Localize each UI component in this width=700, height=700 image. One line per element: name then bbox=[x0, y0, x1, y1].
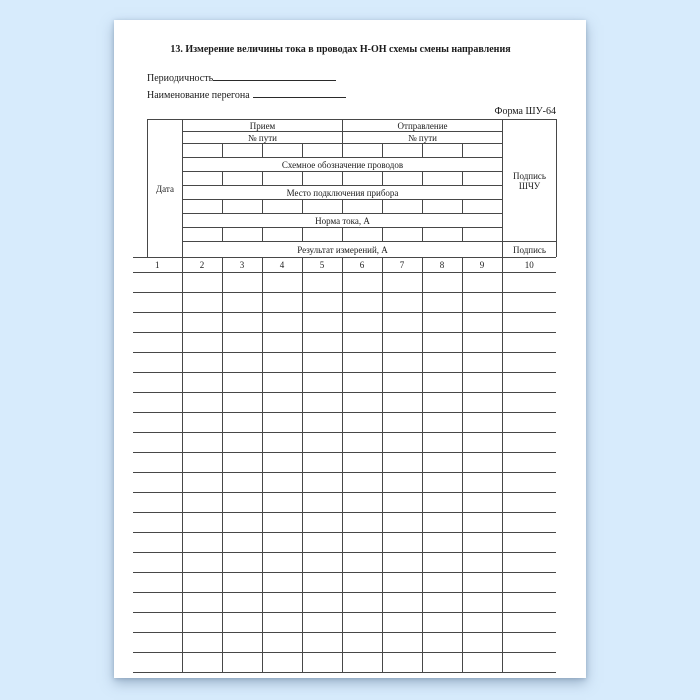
header-empty-cell bbox=[423, 228, 463, 242]
data-cell bbox=[462, 553, 502, 573]
device-entry-row bbox=[148, 200, 557, 214]
data-cell bbox=[502, 613, 556, 633]
data-cell bbox=[222, 273, 262, 293]
data-cell bbox=[502, 573, 556, 593]
column-number-cell: 9 bbox=[462, 258, 502, 273]
data-cell bbox=[382, 333, 422, 353]
data-cell bbox=[382, 293, 422, 313]
stage-name-field bbox=[147, 87, 556, 104]
data-cell bbox=[342, 273, 382, 293]
header-empty-cell bbox=[343, 228, 383, 242]
reception-header-cell: Прием bbox=[183, 120, 343, 132]
data-cell bbox=[302, 393, 342, 413]
data-cell bbox=[133, 553, 182, 573]
data-cell bbox=[422, 293, 462, 313]
form-table-body bbox=[133, 257, 556, 673]
data-cell bbox=[462, 513, 502, 533]
data-cell bbox=[222, 433, 262, 453]
header-empty-cell bbox=[343, 200, 383, 214]
data-cell bbox=[342, 373, 382, 393]
data-cell bbox=[133, 633, 182, 653]
data-row bbox=[133, 433, 556, 453]
data-row bbox=[133, 493, 556, 513]
data-cell bbox=[182, 353, 222, 373]
data-row bbox=[133, 553, 556, 573]
track-number-departure-cell: № пути bbox=[343, 132, 503, 144]
data-cell bbox=[222, 553, 262, 573]
data-cell bbox=[182, 433, 222, 453]
header-empty-cell bbox=[303, 200, 343, 214]
data-cell bbox=[502, 653, 556, 673]
data-cell bbox=[222, 473, 262, 493]
data-cell bbox=[382, 493, 422, 513]
data-cell bbox=[422, 533, 462, 553]
data-cell bbox=[342, 653, 382, 673]
data-cell bbox=[502, 453, 556, 473]
data-cell bbox=[462, 273, 502, 293]
data-cell bbox=[422, 353, 462, 373]
data-cell bbox=[182, 313, 222, 333]
data-row bbox=[133, 593, 556, 613]
data-cell bbox=[182, 293, 222, 313]
page-title: 13. Измерение величины тока в проводах Н-ОН схемы смены направления bbox=[170, 44, 511, 55]
data-cell bbox=[422, 573, 462, 593]
column-number-cell: 10 bbox=[502, 258, 556, 273]
data-cell bbox=[382, 433, 422, 453]
header-empty-cell bbox=[423, 172, 463, 186]
header-empty-cell bbox=[223, 172, 263, 186]
data-cell bbox=[502, 493, 556, 513]
data-cell bbox=[422, 453, 462, 473]
data-cell bbox=[262, 513, 302, 533]
header-empty-cell bbox=[303, 172, 343, 186]
data-cell bbox=[133, 413, 182, 433]
data-cell bbox=[502, 293, 556, 313]
column-number-cell: 1 bbox=[133, 258, 182, 273]
data-cell bbox=[382, 273, 422, 293]
data-cell bbox=[182, 573, 222, 593]
data-cell bbox=[502, 393, 556, 413]
data-cell bbox=[342, 553, 382, 573]
data-cell bbox=[302, 293, 342, 313]
data-cell bbox=[222, 293, 262, 313]
stage-name-label: Наименование перегона bbox=[147, 90, 250, 101]
data-cell bbox=[462, 333, 502, 353]
data-cell bbox=[302, 453, 342, 473]
signature-cell: Подпись bbox=[503, 242, 557, 258]
data-cell bbox=[382, 593, 422, 613]
data-cell bbox=[222, 613, 262, 633]
header-empty-cell bbox=[463, 200, 503, 214]
data-cell bbox=[502, 433, 556, 453]
data-cell bbox=[342, 473, 382, 493]
data-cell bbox=[462, 413, 502, 433]
data-row bbox=[133, 473, 556, 493]
data-cell bbox=[342, 433, 382, 453]
data-cell bbox=[222, 573, 262, 593]
header-empty-cell bbox=[463, 228, 503, 242]
current-norm-cell: Норма тока, А bbox=[183, 214, 503, 228]
data-cell bbox=[302, 333, 342, 353]
data-cell bbox=[462, 353, 502, 373]
data-cell bbox=[222, 493, 262, 513]
data-cell bbox=[382, 413, 422, 433]
track-number-entry-row bbox=[148, 144, 557, 158]
data-cell bbox=[222, 353, 262, 373]
data-cell bbox=[422, 473, 462, 493]
data-cell bbox=[302, 573, 342, 593]
data-cell bbox=[133, 313, 182, 333]
data-cell bbox=[222, 393, 262, 413]
data-cell bbox=[382, 353, 422, 373]
header-empty-cell bbox=[303, 144, 343, 158]
data-cell bbox=[342, 353, 382, 373]
measurement-result-cell: Результат измерений, А bbox=[183, 242, 503, 258]
data-row bbox=[133, 453, 556, 473]
data-cell bbox=[502, 373, 556, 393]
data-cell bbox=[342, 333, 382, 353]
data-cell bbox=[182, 273, 222, 293]
header-empty-cell bbox=[263, 172, 303, 186]
data-cell bbox=[262, 633, 302, 653]
data-cell bbox=[222, 513, 262, 533]
data-cell bbox=[462, 473, 502, 493]
data-cell bbox=[462, 313, 502, 333]
data-cell bbox=[182, 473, 222, 493]
data-cell bbox=[182, 333, 222, 353]
data-cell bbox=[382, 473, 422, 493]
data-row bbox=[133, 413, 556, 433]
form-page bbox=[114, 20, 586, 678]
header-fields bbox=[147, 70, 556, 104]
data-cell bbox=[222, 413, 262, 433]
data-cell bbox=[342, 293, 382, 313]
data-cell bbox=[262, 413, 302, 433]
data-cell bbox=[133, 573, 182, 593]
data-cell bbox=[222, 313, 262, 333]
data-cell bbox=[342, 513, 382, 533]
data-cell bbox=[262, 613, 302, 633]
data-cell bbox=[133, 273, 182, 293]
data-cell bbox=[222, 593, 262, 613]
data-cell bbox=[262, 433, 302, 453]
data-cell bbox=[182, 613, 222, 633]
data-cell bbox=[382, 653, 422, 673]
data-cell bbox=[382, 393, 422, 413]
data-cell bbox=[382, 553, 422, 573]
data-cell bbox=[342, 493, 382, 513]
data-cell bbox=[502, 553, 556, 573]
data-cell bbox=[302, 373, 342, 393]
data-cell bbox=[382, 613, 422, 633]
data-cell bbox=[222, 653, 262, 673]
header-empty-cell bbox=[463, 172, 503, 186]
data-row bbox=[133, 393, 556, 413]
data-row bbox=[133, 573, 556, 593]
data-cell bbox=[222, 333, 262, 353]
data-cell bbox=[262, 553, 302, 573]
data-cell bbox=[133, 513, 182, 533]
header-empty-cell bbox=[223, 144, 263, 158]
data-cell bbox=[462, 393, 502, 413]
data-cell bbox=[462, 453, 502, 473]
data-cell bbox=[462, 613, 502, 633]
header-empty-cell bbox=[183, 200, 223, 214]
column-number-cell: 2 bbox=[182, 258, 222, 273]
data-cell bbox=[382, 373, 422, 393]
data-cell bbox=[182, 393, 222, 413]
data-cell bbox=[262, 293, 302, 313]
header-empty-cell bbox=[223, 228, 263, 242]
data-cell bbox=[262, 273, 302, 293]
header-empty-cell bbox=[343, 144, 383, 158]
data-cell bbox=[262, 493, 302, 513]
data-cell bbox=[133, 393, 182, 413]
data-cell bbox=[342, 593, 382, 613]
data-cell bbox=[462, 373, 502, 393]
data-cell bbox=[133, 533, 182, 553]
data-cell bbox=[502, 473, 556, 493]
data-row bbox=[133, 613, 556, 633]
data-cell bbox=[342, 393, 382, 413]
header-empty-cell bbox=[423, 200, 463, 214]
data-cell bbox=[342, 313, 382, 333]
header-empty-cell bbox=[383, 144, 423, 158]
data-cell bbox=[133, 593, 182, 613]
wires-designation-cell: Схемное обозначение проводов bbox=[183, 158, 503, 172]
data-cell bbox=[422, 633, 462, 653]
data-cell bbox=[422, 393, 462, 413]
data-cell bbox=[382, 313, 422, 333]
data-cell bbox=[262, 533, 302, 553]
column-number-cell: 7 bbox=[382, 258, 422, 273]
data-cell bbox=[382, 513, 422, 533]
data-row bbox=[133, 373, 556, 393]
column-number-cell: 4 bbox=[262, 258, 302, 273]
data-cell bbox=[302, 613, 342, 633]
data-cell bbox=[422, 653, 462, 673]
header-empty-cell bbox=[263, 144, 303, 158]
data-cell bbox=[262, 593, 302, 613]
data-cell bbox=[502, 593, 556, 613]
data-cell bbox=[133, 333, 182, 353]
data-cell bbox=[422, 593, 462, 613]
header-empty-cell bbox=[383, 228, 423, 242]
data-cell bbox=[262, 653, 302, 673]
data-cell bbox=[262, 353, 302, 373]
header-empty-cell bbox=[263, 228, 303, 242]
data-cell bbox=[133, 613, 182, 633]
stage-name-fill-line bbox=[253, 89, 346, 98]
data-cell bbox=[182, 413, 222, 433]
data-cell bbox=[462, 593, 502, 613]
data-cell bbox=[262, 333, 302, 353]
data-cell bbox=[182, 593, 222, 613]
column-number-cell: 8 bbox=[422, 258, 462, 273]
data-row bbox=[133, 653, 556, 673]
periodicity-fill-line bbox=[213, 72, 336, 81]
header-empty-cell bbox=[383, 200, 423, 214]
data-cell bbox=[462, 293, 502, 313]
data-cell bbox=[422, 413, 462, 433]
data-row bbox=[133, 333, 556, 353]
data-cell bbox=[262, 453, 302, 473]
data-cell bbox=[182, 513, 222, 533]
data-cell bbox=[502, 353, 556, 373]
header-empty-cell bbox=[383, 172, 423, 186]
column-number-cell: 6 bbox=[342, 258, 382, 273]
data-cell bbox=[222, 533, 262, 553]
data-cell bbox=[342, 453, 382, 473]
header-empty-cell bbox=[423, 144, 463, 158]
data-cell bbox=[222, 453, 262, 473]
data-cell bbox=[133, 293, 182, 313]
header-empty-cell bbox=[343, 172, 383, 186]
data-cell bbox=[382, 573, 422, 593]
header-empty-cell bbox=[183, 144, 223, 158]
data-row bbox=[133, 513, 556, 533]
data-cell bbox=[262, 573, 302, 593]
wires-entry-row bbox=[148, 172, 557, 186]
data-cell bbox=[422, 433, 462, 453]
data-row bbox=[133, 533, 556, 553]
form-content bbox=[114, 43, 586, 673]
data-cell bbox=[382, 633, 422, 653]
data-cell bbox=[422, 493, 462, 513]
data-rows-body bbox=[133, 273, 556, 673]
data-cell bbox=[182, 493, 222, 513]
departure-header-cell: Отправление bbox=[343, 120, 503, 132]
data-cell bbox=[302, 653, 342, 673]
data-cell bbox=[182, 633, 222, 653]
form-code-label: Форма ШУ-64 bbox=[494, 106, 556, 117]
data-cell bbox=[422, 553, 462, 573]
data-cell bbox=[302, 493, 342, 513]
periodicity-field bbox=[147, 70, 556, 87]
data-cell bbox=[182, 553, 222, 573]
form-table-header bbox=[147, 119, 557, 257]
data-cell bbox=[302, 413, 342, 433]
column-number-cell: 3 bbox=[222, 258, 262, 273]
data-cell bbox=[262, 393, 302, 413]
data-cell bbox=[422, 613, 462, 633]
data-cell bbox=[222, 373, 262, 393]
data-cell bbox=[502, 313, 556, 333]
data-cell bbox=[382, 453, 422, 473]
data-cell bbox=[342, 573, 382, 593]
data-cell bbox=[302, 513, 342, 533]
date-header-cell: Дата bbox=[148, 120, 183, 258]
data-cell bbox=[462, 633, 502, 653]
data-cell bbox=[302, 313, 342, 333]
data-cell bbox=[302, 353, 342, 373]
data-cell bbox=[422, 513, 462, 533]
data-cell bbox=[302, 273, 342, 293]
data-cell bbox=[302, 433, 342, 453]
data-cell bbox=[302, 593, 342, 613]
column-number-cell: 5 bbox=[302, 258, 342, 273]
data-cell bbox=[462, 493, 502, 513]
data-cell bbox=[462, 653, 502, 673]
data-cell bbox=[182, 533, 222, 553]
data-cell bbox=[502, 633, 556, 653]
data-cell bbox=[182, 373, 222, 393]
periodicity-label: Периодичность bbox=[147, 73, 214, 84]
header-empty-cell bbox=[183, 228, 223, 242]
data-cell bbox=[502, 273, 556, 293]
norm-entry-row bbox=[148, 228, 557, 242]
data-cell bbox=[133, 433, 182, 453]
header-empty-cell bbox=[183, 172, 223, 186]
data-cell bbox=[133, 473, 182, 493]
data-cell bbox=[222, 633, 262, 653]
data-cell bbox=[262, 473, 302, 493]
data-cell bbox=[422, 273, 462, 293]
data-cell bbox=[462, 573, 502, 593]
column-numbers-row bbox=[133, 258, 556, 273]
data-cell bbox=[133, 453, 182, 473]
data-cell bbox=[502, 413, 556, 433]
header-empty-cell bbox=[223, 200, 263, 214]
data-cell bbox=[133, 373, 182, 393]
data-cell bbox=[262, 313, 302, 333]
data-cell bbox=[182, 653, 222, 673]
header-empty-cell bbox=[463, 144, 503, 158]
data-cell bbox=[133, 493, 182, 513]
data-row bbox=[133, 633, 556, 653]
data-row bbox=[133, 353, 556, 373]
data-cell bbox=[302, 473, 342, 493]
header-empty-cell bbox=[303, 228, 343, 242]
data-cell bbox=[342, 633, 382, 653]
track-number-reception-cell: № пути bbox=[183, 132, 343, 144]
data-cell bbox=[182, 453, 222, 473]
data-cell bbox=[133, 653, 182, 673]
data-row bbox=[133, 313, 556, 333]
data-row bbox=[133, 293, 556, 313]
data-cell bbox=[302, 633, 342, 653]
data-cell bbox=[462, 533, 502, 553]
data-cell bbox=[342, 613, 382, 633]
data-cell bbox=[502, 333, 556, 353]
data-cell bbox=[302, 553, 342, 573]
data-cell bbox=[382, 533, 422, 553]
data-cell bbox=[302, 533, 342, 553]
data-cell bbox=[422, 313, 462, 333]
data-cell bbox=[133, 353, 182, 373]
data-cell bbox=[342, 413, 382, 433]
header-empty-cell bbox=[263, 200, 303, 214]
data-cell bbox=[462, 433, 502, 453]
data-cell bbox=[342, 533, 382, 553]
data-cell bbox=[422, 333, 462, 353]
data-cell bbox=[262, 373, 302, 393]
data-cell bbox=[422, 373, 462, 393]
signature-shchu-cell: Подпись ШЧУ bbox=[503, 120, 557, 242]
data-cell bbox=[502, 513, 556, 533]
data-cell bbox=[502, 533, 556, 553]
data-row bbox=[133, 273, 556, 293]
device-connection-place-cell: Место подключения прибора bbox=[183, 186, 503, 200]
